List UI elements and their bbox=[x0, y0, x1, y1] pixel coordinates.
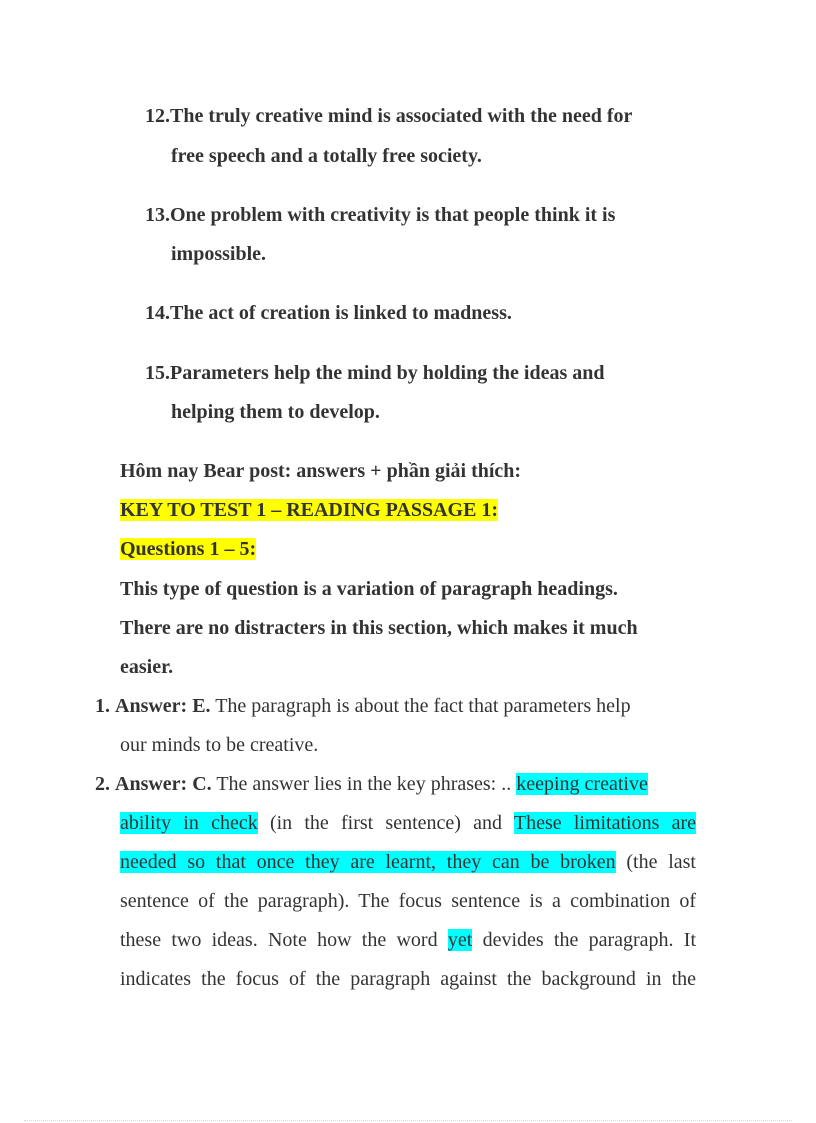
answer-1-label: Answer: bbox=[115, 695, 188, 717]
statement-12-text: The truly creative mind is associated with the need for bbox=[170, 105, 633, 127]
answer-2-line-6: indicates the focus of the paragraph against the background in the bbox=[120, 968, 696, 990]
answer-1-number: 1. bbox=[95, 695, 110, 717]
statement-13-line-1 bbox=[145, 202, 615, 228]
answer-2-key-phrase-1: keeping creative bbox=[516, 773, 648, 795]
answer-2-line-5 bbox=[120, 927, 696, 953]
answer-2-line-2-text: (in the first sentence) and bbox=[269, 812, 503, 834]
description-line-3: easier. bbox=[120, 656, 174, 678]
key-title bbox=[120, 497, 498, 523]
answer-1-letter: E. bbox=[192, 695, 211, 717]
answer-2-key-phrase-3: These limitations are bbox=[513, 812, 697, 834]
questions-heading-text: Questions 1 – 5: bbox=[120, 538, 257, 560]
key-title-text: KEY TO TEST 1 – READING PASSAGE 1: bbox=[120, 499, 499, 521]
statement-14-text: The act of creation is linked to madness. bbox=[170, 302, 512, 324]
statement-13-text: One problem with creativity is that people think it is bbox=[170, 204, 616, 226]
intro-text: Hôm nay Bear post: answers + phần giải thích: bbox=[120, 460, 522, 482]
statement-15-line-1 bbox=[145, 360, 604, 386]
answer-2-line-3 bbox=[120, 849, 696, 875]
answer-2-line-3-text: (the last bbox=[626, 851, 696, 873]
answer-2-line-2 bbox=[120, 810, 696, 836]
description-line-1: This type of question is a variation of paragraph headings. bbox=[120, 578, 618, 600]
page-bottom-rule bbox=[24, 1120, 792, 1121]
answer-2-intro-text: The answer lies in the key phrases: .. bbox=[216, 773, 512, 795]
statement-13-line-2: impossible. bbox=[171, 243, 267, 265]
answer-1-line-1 bbox=[95, 693, 631, 719]
description-line-2: There are no distracters in this section, which makes it much bbox=[120, 617, 638, 639]
answer-2-key-phrase-2: ability in check bbox=[120, 812, 258, 834]
answer-2-label: Answer: bbox=[115, 773, 188, 795]
statement-12-line-2: free speech and a totally free society. bbox=[171, 145, 482, 167]
answer-2-line-5-pre: these two ideas. Note how the word bbox=[120, 929, 438, 951]
statement-14-line-1 bbox=[145, 300, 512, 326]
questions-heading bbox=[120, 536, 256, 562]
answer-2-key-word-yet: yet bbox=[447, 929, 473, 951]
answer-2-line-5-post: devides the paragraph. It bbox=[482, 929, 697, 951]
answer-2-letter: C. bbox=[192, 773, 212, 795]
answer-1-text: The paragraph is about the fact that parameters help bbox=[215, 695, 631, 717]
answer-2-line-1 bbox=[95, 771, 695, 797]
statement-15-text: Parameters help the mind by holding the ideas and bbox=[170, 362, 605, 384]
answer-2-key-phrase-4: needed so that once they are learnt, they can be broken bbox=[120, 851, 616, 873]
statement-15-line-2: helping them to develop. bbox=[171, 401, 380, 423]
answer-2-line-4: sentence of the paragraph). The focus sentence is a combination of bbox=[120, 890, 696, 912]
statement-15-number: 15. bbox=[145, 362, 170, 384]
answer-1-line-2: our minds to be creative. bbox=[120, 734, 319, 756]
statement-12-number: 12. bbox=[145, 105, 170, 127]
statement-12-line-1 bbox=[145, 103, 632, 129]
answer-2-number: 2. bbox=[95, 773, 110, 795]
statement-13-number: 13. bbox=[145, 204, 170, 226]
statement-14-number: 14. bbox=[145, 302, 170, 324]
